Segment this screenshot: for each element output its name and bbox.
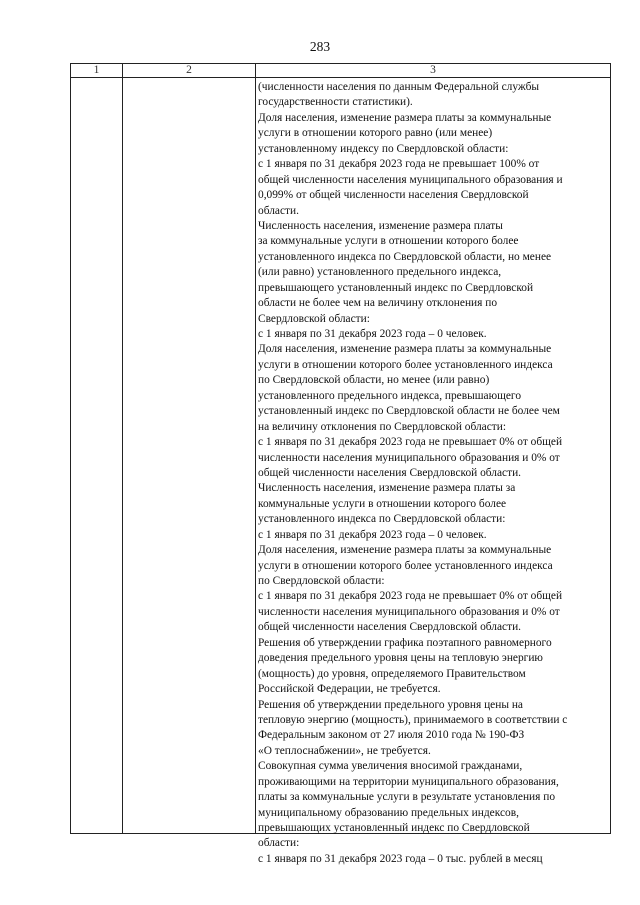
text-line: платы за коммунальные услуги в результате установления по [258, 791, 556, 804]
text-line: государственности статистики). [258, 96, 413, 109]
text-line: установленного индекса по Свердловской области: [258, 513, 506, 526]
text-line: тепловую энергию (мощность), принимаемого в соответствии с [258, 713, 568, 726]
column-header-2: 2 [186, 64, 192, 76]
text-line: области не более чем на величину отклонения по [258, 297, 498, 310]
text-line: проживающими на территории муниципального образования, [258, 775, 559, 788]
text-line: Решения об утверждении предельного уровня цены на [258, 698, 523, 711]
text-line: коммунальные услуги в отношении которого более [258, 497, 507, 510]
text-line: с 1 января по 31 декабря 2023 года – 0 человек. [258, 328, 487, 340]
text-line: с 1 января по 31 декабря 2023 года не превышает 0% от общей [258, 436, 563, 449]
text-line: с 1 января по 31 декабря 2023 года – 0 человек. [258, 528, 487, 541]
text-line: на величину отклонения по Свердловской области: [258, 420, 507, 433]
text-line: (или равно) установленного предельного индекса, [258, 266, 502, 279]
column-header-1: 1 [93, 64, 100, 76]
text-line: численности населения муниципального образования и 0% от [258, 605, 560, 618]
column-divider-2 [255, 64, 256, 833]
text-line: с 1 января по 31 декабря 2023 года – 0 тыс. рублей в месяц [258, 852, 543, 865]
text-line: Численность населения, изменение размера платы за [258, 482, 516, 495]
text-line: численности населения муниципального образования и 0% от [258, 451, 560, 464]
text-line: (численности населения по данным Федеральной службы [258, 81, 540, 93]
text-line: доведения предельного уровня цены на тепловую энергию [258, 652, 543, 665]
text-line: установленный индекс по Свердловской области не более чем [258, 405, 560, 418]
text-line: 0,099% от общей численности населения Свердловской [258, 189, 529, 202]
text-line: общей численности населения Свердловской области. [258, 621, 522, 634]
text-line: Свердловской области: [258, 312, 370, 325]
text-line: Доля населения, изменение размера платы за коммунальные [258, 111, 552, 124]
text-line: установленного индекса по Свердловской области, но менее [258, 250, 552, 263]
text-line: Федеральным законом от 27 июля 2010 года № 190-ФЗ [258, 729, 525, 742]
text-line: области: [258, 837, 300, 850]
text-line: области. [258, 204, 299, 217]
text-line: услуги в отношении которого более установленного индекса [258, 559, 553, 572]
column-3-cell-text [258, 80, 613, 867]
document-table [70, 63, 611, 865]
text-line: (мощность) до уровня, определяемого Правительством [258, 667, 526, 680]
text-line: общей численности населения Свердловской области. [258, 466, 522, 479]
text-line: превышающих установленный индекс по Свердловской [258, 822, 530, 834]
text-line: общей численности населения муниципального образования и [258, 173, 563, 186]
text-line: муниципальному образованию предельных индексов, [258, 806, 519, 819]
text-line: Решения об утверждении графика поэтапного равномерного [258, 636, 552, 649]
text-line: с 1 января по 31 декабря 2023 года не превышает 100% от [258, 158, 540, 171]
text-line: услуги в отношении которого равно (или менее) [258, 127, 493, 140]
text-line: Доля населения, изменение размера платы за коммунальные [258, 343, 552, 356]
text-line: Совокупная сумма увеличения вносимой гражданами, [258, 760, 523, 773]
text-line: Доля населения, изменение размера платы за коммунальные [258, 544, 552, 557]
text-line: установленному индексу по Свердловской области: [258, 142, 509, 155]
page-number: 283 [309, 39, 331, 54]
column-divider-1 [122, 64, 123, 833]
text-line: с 1 января по 31 декабря 2023 года не превышает 0% от общей [258, 590, 563, 603]
text-line: по Свердловской области: [258, 575, 385, 587]
text-line: «О теплоснабжении», не требуется. [258, 744, 431, 757]
table-header-row [71, 64, 610, 78]
text-line: по Свердловской области, но менее (или равно) [258, 374, 490, 387]
column-header-3: 3 [430, 64, 436, 76]
text-line: Российской Федерации, не требуется. [258, 683, 441, 696]
text-line: установленного предельного индекса, превышающего [258, 389, 522, 402]
text-line: за коммунальные услуги в отношении которого более [258, 235, 519, 248]
text-line: превышающего установленный индекс по Свердловской [258, 281, 534, 294]
text-line: услуги в отношении которого более установленного индекса [258, 358, 553, 371]
text-line: Численность населения, изменение размера платы [258, 219, 503, 232]
